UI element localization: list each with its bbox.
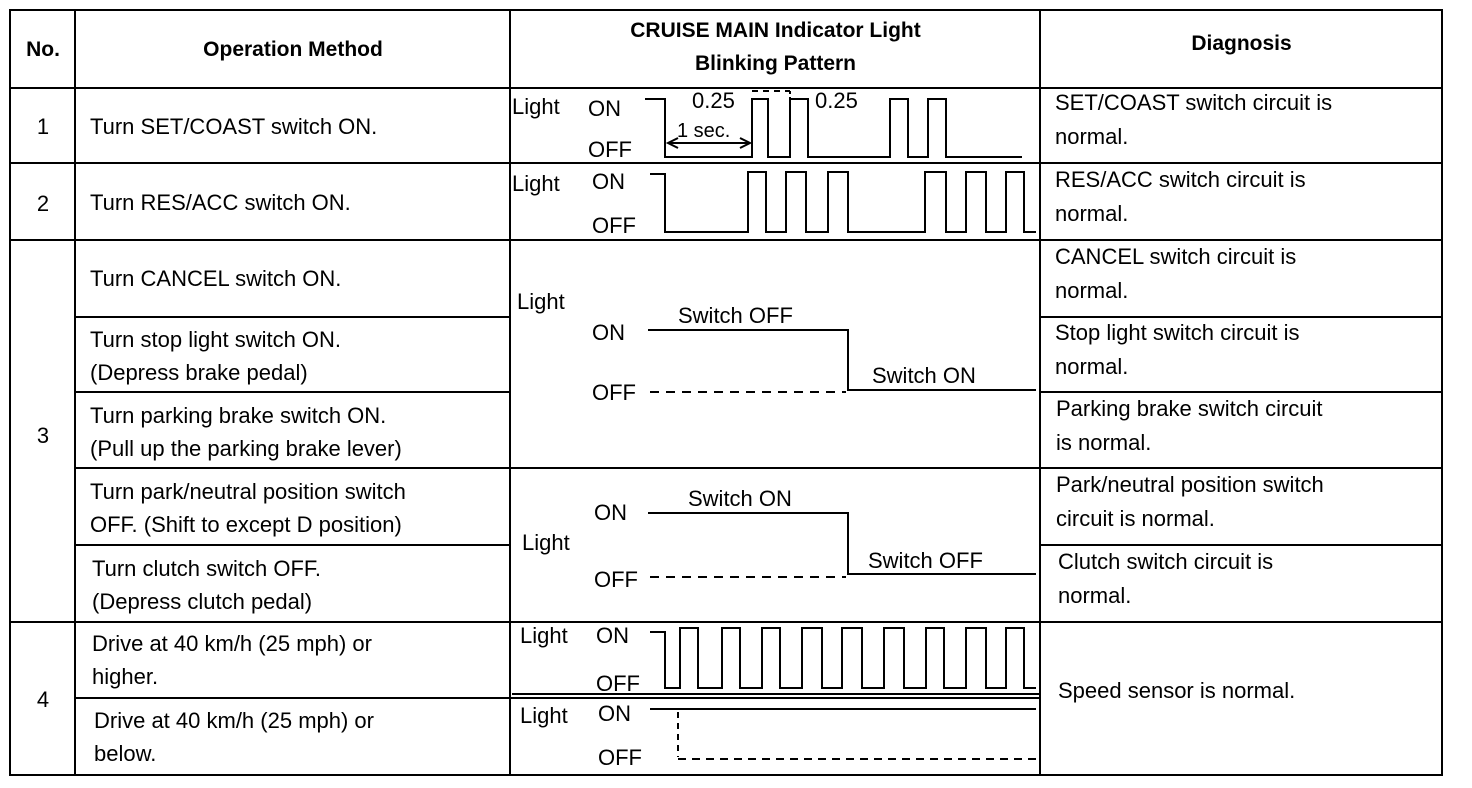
row2-light-label: Light (512, 171, 560, 196)
row4-pattern-a-on: ON (596, 623, 629, 648)
row3c-diagnosis-line2: is normal. (1056, 430, 1152, 455)
row4-pattern-b-on: ON (598, 701, 631, 726)
row3d-method-line2: OFF. (Shift to except D position) (90, 512, 402, 537)
row3e-method-line2: (Depress clutch pedal) (92, 589, 313, 614)
row3-pattern-a-off: OFF (592, 380, 636, 405)
row4a-method-line2: higher. (92, 664, 159, 689)
row2-diagnosis-line1: RES/ACC switch circuit is (1055, 167, 1306, 192)
row3c-diagnosis-line1: Parking brake switch circuit (1056, 396, 1323, 421)
row4-pattern-a-light: Light (520, 623, 568, 648)
row4-no: 4 (36, 687, 50, 712)
row3d-method-line1: Turn park/neutral position switch (90, 479, 406, 504)
row3a-method: Turn CANCEL switch ON. (90, 266, 342, 291)
row4b-method-line2: below. (94, 741, 157, 766)
row2-no: 2 (36, 191, 50, 216)
row1-diagnosis-line1: SET/COAST switch circuit is (1055, 90, 1333, 115)
row1-time-025-a: 0.25 (692, 88, 735, 113)
header-pattern-line2: Blinking Pattern (694, 52, 857, 75)
header-no: No. (26, 38, 60, 61)
row4-waveform-below (650, 709, 1040, 759)
row4-diagnosis: Speed sensor is normal. (1058, 678, 1296, 703)
row4b-method-line1: Drive at 40 km/h (25 mph) or (94, 708, 374, 733)
row2-method: Turn RES/ACC switch ON. (90, 190, 351, 215)
row4a-method-line1: Drive at 40 km/h (25 mph) or (92, 631, 372, 656)
row4-waveform-higher (512, 628, 1040, 694)
row4-pattern-a-off: OFF (596, 671, 640, 696)
row1-method: Turn SET/COAST switch ON. (90, 114, 378, 139)
header-pattern-line1: CRUISE MAIN Indicator Light (630, 19, 921, 42)
row1-time-025-b: 0.25 (815, 88, 858, 113)
row3e-diagnosis-line1: Clutch switch circuit is (1058, 549, 1274, 574)
row1-off-label: OFF (588, 137, 632, 162)
row3b-diagnosis-line2: normal. (1055, 354, 1129, 379)
row3d-diagnosis-line1: Park/neutral position switch (1056, 472, 1324, 497)
row3c-method-line1: Turn parking brake switch ON. (90, 403, 387, 428)
row3-pattern-a-on: ON (592, 320, 625, 345)
row3-pattern-a-switch-on: Switch ON (872, 363, 976, 388)
row3c-method-line2: (Pull up the parking brake lever) (90, 436, 402, 461)
row3e-diagnosis-line2: normal. (1058, 583, 1132, 608)
row3a-diagnosis-line1: CANCEL switch circuit is (1055, 244, 1297, 269)
row1-light-label: Light (512, 94, 560, 119)
row1-one-sec: 1 sec. (677, 120, 731, 142)
row2-waveform (650, 172, 1036, 232)
row3-waveform-a (648, 330, 1036, 392)
row3-pattern-b-light: Light (522, 530, 570, 555)
row3a-diagnosis-line2: normal. (1055, 278, 1129, 303)
row2-off-label: OFF (592, 213, 636, 238)
header-operation-method: Operation Method (203, 38, 383, 61)
row3e-method-line1: Turn clutch switch OFF. (92, 556, 322, 581)
row3-pattern-a-light: Light (517, 289, 565, 314)
row3b-diagnosis-line1: Stop light switch circuit is (1055, 320, 1300, 345)
row4-pattern-b-light: Light (520, 703, 568, 728)
row3-pattern-b-switch-off: Switch OFF (868, 548, 983, 573)
row3-pattern-b-off: OFF (594, 567, 638, 592)
row3-pattern-b-switch-on: Switch ON (688, 486, 792, 511)
row3-pattern-b-on: ON (594, 500, 627, 525)
row4-pattern-b-off: OFF (598, 745, 642, 770)
row3b-method-line1: Turn stop light switch ON. (90, 327, 342, 352)
row3b-method-line2: (Depress brake pedal) (90, 360, 308, 385)
row1-no: 1 (36, 114, 50, 139)
row2-on-label: ON (592, 169, 625, 194)
row3-pattern-a-switch-off: Switch OFF (678, 303, 793, 328)
row2-diagnosis-line2: normal. (1055, 201, 1129, 226)
row3d-diagnosis-line2: circuit is normal. (1056, 506, 1215, 531)
row3-no: 3 (36, 423, 50, 448)
row1-diagnosis-line2: normal. (1055, 124, 1129, 149)
row1-on-label: ON (588, 96, 621, 121)
header-diagnosis: Diagnosis (1191, 32, 1292, 55)
